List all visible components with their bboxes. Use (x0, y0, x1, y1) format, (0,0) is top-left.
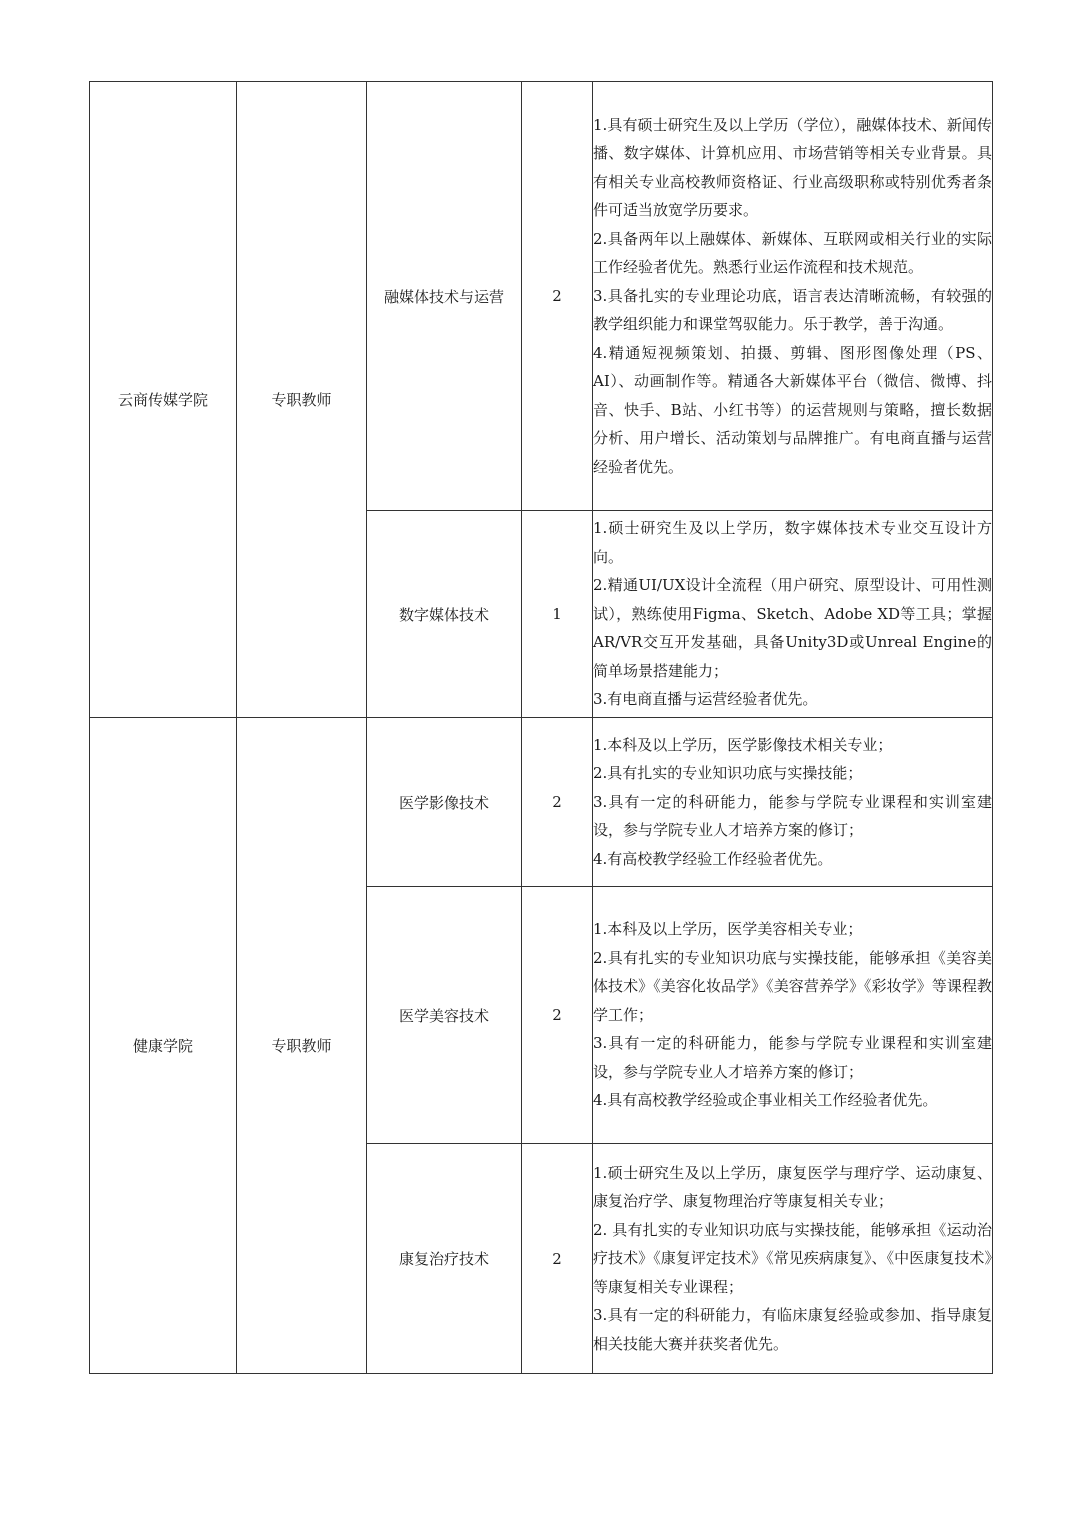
requirement-item: 1.本科及以上学历，医学影像技术相关专业； (593, 735, 893, 754)
college-cell: 云商传媒学院 (90, 82, 237, 718)
requirement-item: 1.硕士研究生及以上学历，数字媒体技术专业交互设计方向。 (593, 519, 992, 566)
count-cell: 2 (522, 887, 593, 1144)
requirement-item: 3.具备扎实的专业理论功底，语言表达清晰流畅，有较强的教学组织能力和课堂驾驭能力。乐于教学，善于沟通。 (593, 286, 992, 334)
requirement-item: 1.硕士研究生及以上学历，康复医学与理疗学、运动康复、康复治疗学、康复物理治疗等康复相关专业； (593, 1163, 992, 1211)
count-cell: 2 (522, 718, 593, 887)
position-cell: 专职教师 (237, 718, 367, 1374)
major-cell: 医学美容技术 (367, 887, 522, 1144)
requirement-item: 2. 具有扎实的专业知识功底与实操技能，能够承担《运动治疗技术》《康复评定技术》《常见疾病康复》、《中医康复技术》等康复相关专业课程； (593, 1220, 992, 1296)
count-cell: 2 (522, 1144, 593, 1374)
college-cell: 健康学院 (90, 718, 237, 1374)
requirements-cell (593, 82, 993, 511)
table-row (90, 718, 993, 887)
position-cell: 专职教师 (237, 82, 367, 718)
requirement-item: 2.具有扎实的专业知识功底与实操技能； (593, 764, 863, 783)
requirement-item: 3.具有一定的科研能力，有临床康复经验或参加、指导康复相关技能大赛并获奖者优先。 (593, 1306, 992, 1353)
requirement-item: 3.具有一定的科研能力，能参与学院专业课程和实训室建设，参与学院专业人才培养方案的修订； (593, 1034, 992, 1081)
requirement-item: 2.具有扎实的专业知识功底与实操技能，能够承担《美容美体技术》《美容化妆品学》《美容营养学》《彩妆学》等课程教学工作； (593, 948, 992, 1024)
requirement-item: 4.精通短视频策划、拍摄、剪辑、图形图像处理（PS、AI）、动画制作等。精通各大新媒体平台（微信、微博、抖音、快手、B站、小红书等）的运营规则与策略，擅长数据分析、用户增长、活动策划与品牌推广。有电商直播与运营经验者优先。 (593, 343, 992, 476)
major-cell: 数字媒体技术 (367, 511, 522, 718)
requirements-cell (593, 887, 993, 1144)
requirement-item: 3.具有一定的科研能力，能参与学院专业课程和实训室建设，参与学院专业人才培养方案的修订； (593, 792, 992, 840)
requirement-item: 2.具备两年以上融媒体、新媒体、互联网或相关行业的实际工作经验者优先。熟悉行业运作流程和技术规范。 (593, 229, 992, 277)
requirement-item: 4.具有高校教学经验或企事业相关工作经验者优先。 (593, 1091, 938, 1110)
requirement-item: 3.有电商直播与运营经验者优先。 (593, 690, 818, 709)
major-cell: 融媒体技术与运营 (367, 82, 522, 511)
table-row (90, 82, 993, 511)
requirements-cell (593, 718, 993, 887)
major-cell: 康复治疗技术 (367, 1144, 522, 1374)
recruitment-table (89, 81, 993, 1374)
requirements-cell (593, 511, 993, 718)
requirement-item: 1.具有硕士研究生及以上学历（学位），融媒体技术、新闻传播、数字媒体、计算机应用、市场营销等相关专业背景。具有相关专业高校教师资格证、行业高级职称或特别优秀者条件可适当放宽学历要求。 (593, 115, 992, 220)
count-cell: 1 (522, 511, 593, 718)
requirement-item: 4.有高校教学经验工作经验者优先。 (593, 849, 833, 868)
requirements-cell (593, 1144, 993, 1374)
requirement-item: 2.精通UI/UX设计全流程（用户研究、原型设计、可用性测试），熟练使用Figma、Sketch、Adobe XD等工具；掌握AR/VR交互开发基础，具备Unity3D或Unreal Engine的简单场景搭建能力； (593, 576, 992, 680)
major-cell: 医学影像技术 (367, 718, 522, 887)
count-cell: 2 (522, 82, 593, 511)
requirement-item: 1.本科及以上学历，医学美容相关专业； (593, 920, 863, 939)
